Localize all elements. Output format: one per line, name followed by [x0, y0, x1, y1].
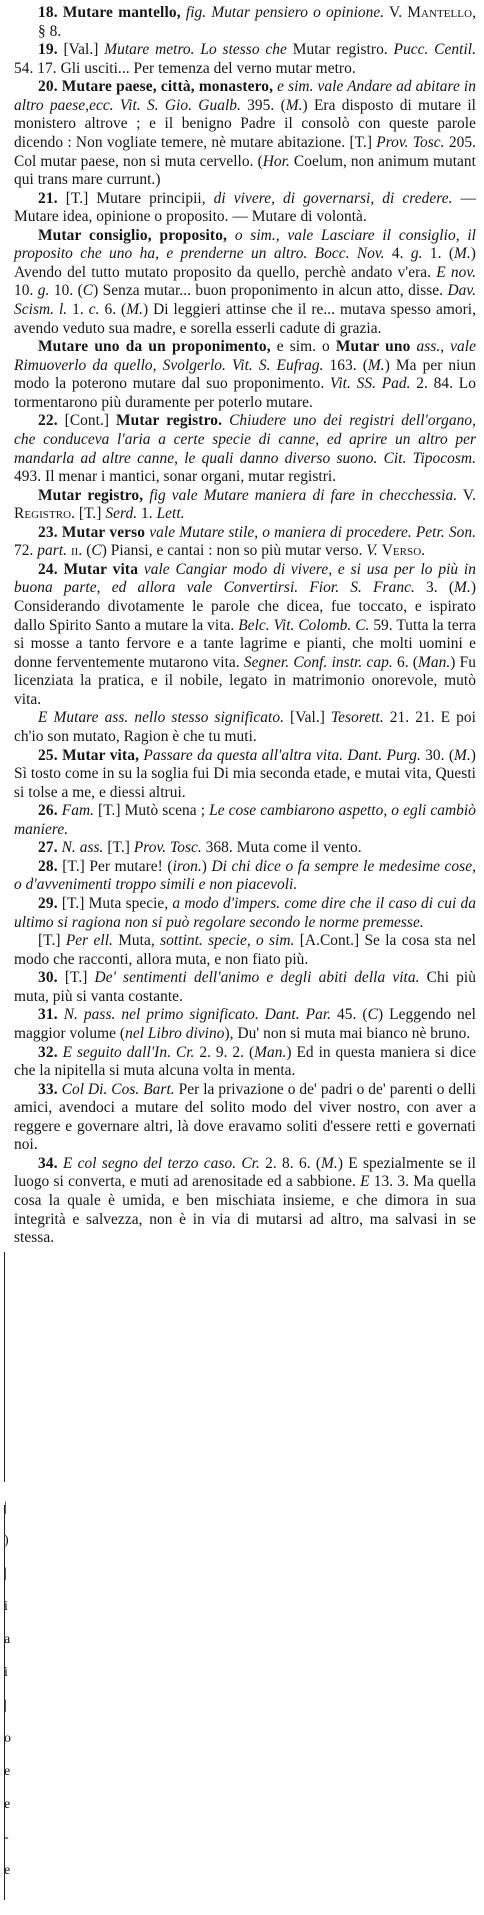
body-text: 6. ( — [392, 653, 418, 671]
entry-paragraph — [14, 524, 476, 561]
body-text: 2. 84. Lo tormentarono più duramente per poterlo mutare. — [14, 375, 476, 411]
left-margin-fragments — [0, 0, 14, 1915]
entry-paragraph — [14, 4, 476, 41]
body-text: [T.] — [103, 839, 134, 857]
italic-text: Pucc. Centil. — [393, 41, 476, 59]
entry-heading-text: 29. — [38, 895, 58, 912]
italic-text: fig. Mutar pensiero o opinione. — [180, 4, 385, 21]
italic-text: fig vale Mutare maniera di fare in checchessia. — [143, 486, 458, 504]
italic-text: M. — [367, 356, 385, 374]
body-text: [Val.] — [283, 709, 331, 727]
body-text: 59. Tutta la terra si mosse a tanto fervore e a tante lagrime e pianti, che molti uomini e donne ferventemente mutarono vita. — [14, 616, 476, 671]
body-text: ) Fu licenziata la pratica, e il nobile, legato in matrimonio onorevole, mutò vita. — [14, 653, 476, 708]
italic-text: Chiudere uno dei registri dell'organo, che conduceva l'aria a certe specie di canne, ed aprire un altro per mandarla ad altre canne, le quali danno diverso suono. Cit. Tipocosm. — [14, 412, 476, 467]
entry-paragraph — [14, 78, 476, 189]
body-text: ) Era disposto di mutare il monistero altrove ; e il benigno Padre il consolò con queste parole dicendo : Non vogliate temere, nè mutare abitazione. [T.] — [14, 96, 477, 151]
body-text: 163. ( — [323, 356, 368, 374]
body-text: . [T.] — [71, 505, 106, 523]
entry-heading-text: 28. — [38, 857, 58, 875]
italic-text: Prov. Tosc. — [133, 839, 202, 857]
entry-heading-text: 25. Mutar vita, — [38, 746, 140, 764]
body-text: [T.] Muta specie, — [57, 895, 173, 912]
body-text: ) Ed in questa maniera si dice che la nipitella si muta alcuna volta in menta. — [14, 1043, 476, 1080]
margin-rule-upper — [4, 1252, 5, 1482]
body-text: 1. — [137, 505, 157, 523]
italic-text: Per ell. — [65, 932, 113, 950]
body-text: 10. — [14, 282, 38, 300]
cross-reference-text: Mantello — [407, 4, 473, 21]
body-text: Muta, — [112, 932, 161, 950]
body-text: — Mutare idea, opinione o proposito. — Mutare di volontà. — [14, 189, 476, 226]
body-text: 3. ( — [414, 579, 455, 597]
margin-glyph: - — [4, 1830, 9, 1845]
italic-text: Dav. Scism. l. — [14, 282, 476, 318]
body-text: ) Leggendo nel maggior volume ( — [14, 1006, 477, 1042]
italic-text: Prov. Tosc. — [376, 133, 445, 151]
italic-text: Col Di. Cos. Bart. — [61, 1080, 175, 1098]
entry-paragraph — [14, 1081, 476, 1155]
entry-paragraph — [14, 412, 476, 486]
italic-text: part. — [37, 542, 68, 560]
body-text: [T.] Mutare principii, — [57, 189, 214, 207]
entry-paragraph — [14, 969, 476, 1006]
body-text: ) Ma per niun modo la poterono mutare dal suo proponimento. — [14, 356, 476, 393]
entry-paragraph — [14, 932, 476, 969]
entry-heading-text: 30. — [38, 969, 58, 987]
body-text: [A.Cont.] Se la cosa sta nel modo che racconti, allora muta, e non fiato più. — [14, 932, 476, 968]
body-text: ), Du' non si muta mai bianco nè bruno. — [224, 1024, 471, 1042]
body-text: [T.] — [38, 932, 66, 950]
italic-text: Belc. Vit. Colomb. C. — [238, 616, 370, 634]
margin-glyph: a — [4, 1632, 11, 1647]
entry-heading-text: Mutare uno da un proponimento, — [38, 338, 271, 356]
body-text: ) Senza mutar... buon proponimento in alcun atto, disse. — [93, 282, 448, 300]
margin-glyph: e — [4, 1863, 11, 1878]
body-text: [Val.] — [57, 41, 105, 59]
entry-heading-text: 23. Mutar verso — [38, 523, 146, 541]
body-text: 72. — [14, 542, 38, 560]
italic-text: M. — [454, 746, 471, 764]
cross-reference-text: Registro — [14, 505, 72, 523]
entry-paragraph — [14, 1044, 476, 1081]
italic-text: M. — [285, 96, 303, 114]
body-text: 493. Il menar i mantici, sonar organi, mutar registri. — [14, 468, 337, 486]
body-text: Mutar registro. — [286, 41, 394, 59]
italic-text: Mutare metro. Lo stesso che — [104, 41, 287, 59]
body-text: 54. 17. Gli usciti... Per temenza del verno mutar metro. — [14, 59, 356, 77]
body-text: [Cont.] — [57, 412, 116, 430]
margin-glyph: i — [4, 1599, 8, 1614]
entry-paragraph — [14, 190, 476, 227]
italic-text: iron. — [172, 857, 202, 875]
margin-glyph: i — [4, 1665, 8, 1680]
italic-text: Fam. — [61, 802, 95, 820]
italic-text: E — [360, 1173, 370, 1191]
entry-paragraph — [14, 227, 476, 338]
entry-heading-text: 24. Mutar vita — [38, 560, 139, 578]
body-text: 395. ( — [240, 96, 286, 114]
italic-text: De' sentimenti dell'animo e degli abiti della vita. — [94, 969, 420, 987]
margin-glyph: o — [4, 1731, 11, 1746]
entry-heading-text: 19. — [38, 41, 58, 59]
italic-text: E Mutare ass. nello stesso significato. — [38, 709, 284, 727]
entry-heading-text: 26. — [38, 802, 58, 820]
italic-text: Le cose cambiarono aspetto, o egli cambiò maniere. — [14, 802, 476, 838]
italic-text: Lett. — [156, 505, 185, 523]
body-text: ) Sì tosto come in su la soglia fui Di mia seconda etade, e mutai vita, Questi si tolse a me, e diessi altrui. — [14, 746, 476, 801]
entry-paragraph — [14, 895, 476, 932]
entry-heading-text: 34. — [38, 1154, 58, 1172]
italic-text: vale Cangiar modo di vivere, e si usa per lo più in buona parte, ed allora vale Convertirsi. Fior. S. Franc. — [14, 560, 476, 597]
italic-text: M. — [321, 1154, 338, 1172]
margin-glyph: ) — [4, 1533, 9, 1548]
italic-text: Serd. — [105, 505, 138, 523]
body-text: ) Avendo del tutto mutato proposito da quello, perchè andato v'era. — [14, 245, 476, 281]
body-text: 13. 3. Ma quella cosa la quale è umida, e ben mischiata insieme, e che dimora in sua integrità e salvezza, non è in via di mutarsi ad altro, ma salvasi in se stessa. — [14, 1173, 476, 1247]
body-text: V. — [457, 486, 476, 504]
body-text: ) Piansi, e cantai : non so più mutar verso. — [101, 542, 367, 560]
italic-text: o sim., vale Lasciare il consiglio, il proposito che uno ha, e prenderne un altro. Bocc. Nov. — [14, 226, 477, 263]
italic-text: e sim. vale Andare ad abitare in altro paese,ecc. Vit. S. Gio. Gualb. — [14, 78, 476, 114]
body-text: [T.] Mutò scena ; — [94, 802, 210, 820]
italic-text: Man. — [417, 653, 451, 671]
margin-glyph: | — [4, 1500, 7, 1515]
body-text: 6. ( — [99, 301, 127, 318]
italic-text: sottint. specie, o sim. — [160, 932, 295, 950]
body-text: . ( — [78, 542, 92, 560]
italic-text: Vit. SS. Pad. — [330, 375, 411, 393]
entry-paragraph — [14, 561, 476, 710]
entry-heading-text: 32. — [38, 1043, 58, 1061]
margin-glyph: | — [4, 1698, 7, 1713]
italic-text: E seguito dall'In. Cr. — [62, 1043, 195, 1061]
entry-heading-text: 33. — [38, 1080, 58, 1098]
entry-heading-text: 20. Mutare paese, città, monastero, — [38, 78, 274, 96]
entry-paragraph — [14, 338, 476, 412]
entry-heading-text: Mutar registro, — [38, 486, 144, 504]
body-text: ) — [201, 857, 212, 875]
entry-heading-text: Mutar uno — [335, 338, 411, 356]
body-text: 1. ( — [422, 245, 455, 263]
italic-text: M. — [126, 301, 143, 318]
body-text: e sim. o — [270, 338, 336, 356]
italic-text: N. pass. nel primo significato. Dant. Par. — [63, 1006, 332, 1024]
entry-heading-text: Mutar consiglio, proposito, — [38, 226, 228, 244]
italic-text: V. — [366, 542, 378, 560]
margin-glyph-column — [4, 1500, 11, 1896]
body-text: Per la privazione o de' padri o de' parenti o delli amici, avendoci a mutare del solito modo del viver nostro, con aver a reggere e governare altri, là dove eravamo soliti d'essere retti e governati noi. — [14, 1080, 476, 1154]
italic-text: E col segno del terzo caso. Cr. — [62, 1154, 260, 1172]
entry-paragraph — [14, 1155, 476, 1248]
entry-paragraph — [14, 747, 476, 803]
entry-paragraph — [14, 839, 476, 858]
italic-text: Passare da questa all'altra vita. Dant. Purg. — [139, 746, 421, 764]
entry-heading-text: 31. — [38, 1006, 58, 1024]
entry-heading-text: Mutare mantello, — [62, 4, 181, 21]
body-text: 45. ( — [331, 1006, 368, 1024]
entry-heading-text: 21. — [38, 189, 58, 207]
entry-paragraph — [14, 709, 476, 746]
entry-paragraph — [14, 802, 476, 839]
body-text: 2. 9. 2. ( — [194, 1043, 255, 1061]
entry-paragraph — [14, 41, 476, 78]
italic-text: g. — [410, 245, 423, 263]
margin-glyph: | — [4, 1566, 7, 1581]
body-text: [T.] Per mutare! ( — [57, 857, 173, 875]
body-text: 1. — [67, 301, 89, 318]
body-text: [T.] — [57, 969, 95, 987]
body-text: Chi più muta, più si vanta costante. — [14, 969, 476, 1005]
body-text: 368. Muta come il vento. — [201, 839, 362, 857]
margin-glyph: e — [4, 1797, 11, 1812]
body-text: ) E spezialmente se il luogo si converta, e muti ad arenositade ed a sabbione. — [14, 1154, 476, 1191]
italic-text: a modo d'impers. come dire che il caso di cui da ultimo si ragiona non si può regolare secondo le norme premesse. — [14, 895, 476, 931]
body-text: ) Considerando divotamente le parole che dicea, fue toccato, e ispirato dallo Spirito Santo a mutare la vita. — [14, 579, 476, 634]
cross-reference-text: Verso — [381, 542, 422, 560]
body-text: ) Di leggieri attinse che il re... mutava spesso amori, avendo veduto sua madre, e sorella esserli cadute di grazia. — [14, 301, 476, 337]
entry-paragraph — [14, 1006, 476, 1043]
italic-text: M. — [454, 579, 471, 597]
body-text: 4. — [384, 245, 411, 263]
body-text: 2. 8. 6. ( — [259, 1154, 322, 1172]
italic-text: M. — [454, 245, 471, 263]
entry-heading-text: 22. — [38, 412, 58, 430]
body-text: . — [421, 542, 426, 560]
italic-text: di vivere, di governarsi, di credere. — [213, 189, 453, 207]
italic-text: E nov. — [436, 263, 476, 281]
entry-paragraph — [14, 487, 476, 524]
body-text: V. — [384, 4, 408, 21]
entry-heading-text: Mutar registro. — [115, 412, 223, 430]
entry-paragraph — [14, 858, 476, 895]
body-text: 10. ( — [49, 282, 83, 300]
italic-text: vale Mutare stile, o maniera di procedere. Petr. Son. — [145, 523, 476, 541]
italic-text: C — [367, 1006, 378, 1024]
italic-text: ass., vale Rimuoverlo da quello, Svolgerlo. Vit. S. Eufrag. — [14, 338, 476, 374]
entry-heading-text: 27. — [38, 839, 58, 857]
body-text: 30. ( — [420, 746, 455, 764]
margin-glyph: e — [4, 1764, 11, 1779]
italic-text: Hor. — [262, 152, 290, 170]
entry-heading-text: 18. — [38, 4, 58, 21]
italic-text: C — [91, 542, 102, 560]
dictionary-entry-column — [14, 4, 476, 1909]
body-text: 21. 21. E poi ch'io son mutato, Ragion è che tu muti. — [14, 709, 476, 745]
italic-text: C — [82, 282, 94, 300]
italic-text: nel Libro divino — [125, 1024, 225, 1042]
italic-text: Segner. Conf. instr. cap. — [243, 653, 393, 671]
italic-text: Man. — [254, 1043, 287, 1061]
body-text: 205. Col mutar paese, non si muta cervello. ( — [14, 133, 476, 170]
italic-text: Tesorett. — [330, 709, 384, 727]
cross-reference-text: ii — [70, 542, 79, 560]
italic-text: c. — [88, 301, 100, 318]
body-text: , § 8. — [38, 4, 476, 40]
italic-text: Di chi dice o fa sempre le medesime cose, o d'avvenimenti troppo simili e non piacevoli. — [14, 857, 476, 894]
body-text: Coelum, non animum mutant qui trans mare currunt.) — [14, 152, 476, 189]
italic-text: g. — [37, 282, 50, 300]
italic-text: N. ass. — [61, 839, 104, 857]
